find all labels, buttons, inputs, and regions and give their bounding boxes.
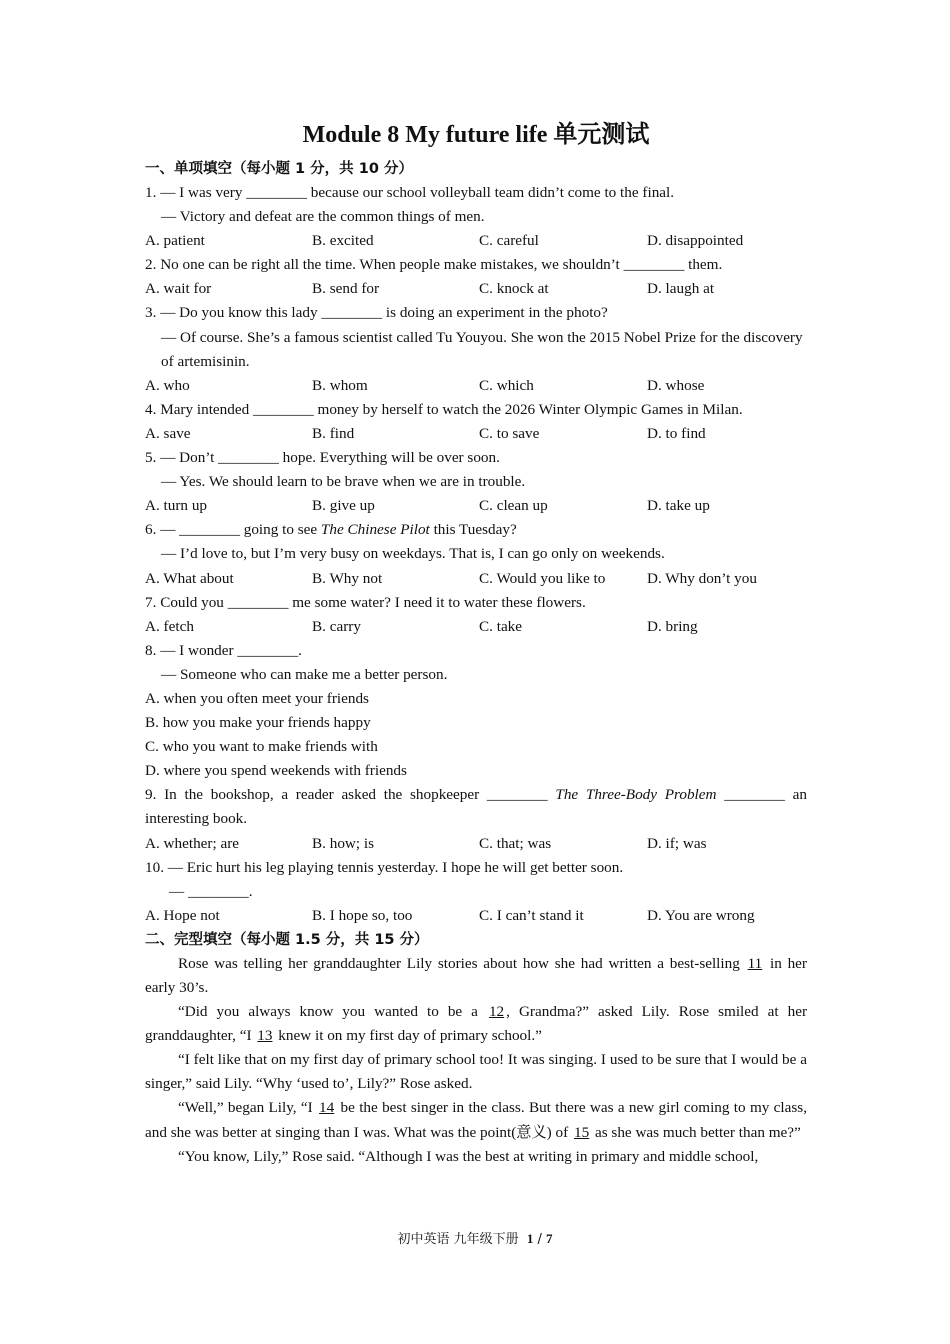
option-a: A. fetch [145, 617, 194, 635]
question-8-stem: 8. — I wonder ________. [145, 641, 302, 659]
blank-15: 15 [573, 1123, 590, 1141]
option-b: B. Why not [312, 569, 383, 587]
option-d: D. Why don’t you [647, 569, 757, 587]
option-a: A. who [145, 376, 190, 394]
option-b: B. give up [312, 497, 375, 515]
question-2-options [145, 277, 807, 301]
option-b: B. how; is [312, 834, 375, 852]
passage-text: knew it on my first day of primary school.” [274, 1027, 542, 1045]
passage-text: as she was much better than me?” [591, 1123, 801, 1141]
page-footer [0, 1228, 950, 1247]
question-10-stem: 10. — Eric hurt his leg playing tennis yesterday. I hope he will get better soon. [145, 858, 624, 876]
question-6-reply: — I’d love to, but I’m very busy on weekdays. That is, I can go only on weekends. [161, 545, 665, 563]
question-7-stem: 7. Could you ________ me some water? I need it to water these flowers. [145, 593, 586, 611]
question-5-options [145, 494, 807, 518]
option-b: B. find [312, 424, 355, 442]
option-b: B. excited [312, 232, 374, 250]
option-a: A. Hope not [145, 906, 220, 924]
option-a: A. patient [145, 232, 205, 250]
passage-paragraph-5: “You know, Lily,” Rose said. “Although I was the best at writing in primary and middle school, [178, 1147, 759, 1165]
option-b: B. how you make your friends happy [145, 714, 371, 732]
passage-paragraph-4 [145, 1096, 807, 1144]
footer-subject: 初中英语 九年级下册 [397, 1232, 519, 1247]
section-heading-1: 一、单项填空（每小题 1 分，共 10 分） [145, 161, 413, 177]
blank-14: 14 [319, 1099, 335, 1117]
option-c: C. which [479, 376, 534, 394]
option-b: B. send for [312, 280, 380, 298]
footer-page-number: 1 [526, 1231, 534, 1246]
question-8-reply: — Someone who can make me a better person. [161, 665, 448, 683]
option-a: A. save [145, 424, 191, 442]
passage-text: “Did you always know you wanted to be a [178, 1003, 487, 1021]
question-3-stem: 3. — Do you know this lady ________ is doing an experiment in the photo? [145, 304, 608, 322]
option-c: C. careful [479, 232, 539, 250]
option-b: B. whom [312, 376, 368, 394]
passage-paragraph-1 [145, 952, 807, 1000]
option-c: C. knock at [479, 280, 549, 298]
blank-12: 12 [488, 1003, 505, 1021]
question-4-options [145, 422, 807, 446]
passage-text: , Grandma?” asked Lily. Rose smiled at her granddaughter, “I [145, 1003, 807, 1045]
question-6-options [145, 567, 807, 591]
question-1-reply: — Victory and defeat are the common things of men. [161, 208, 485, 226]
option-c: C. that; was [479, 834, 552, 852]
passage-text: Rose was telling her granddaughter Lily stories about how she had written a best-selling [178, 954, 746, 972]
question-5-reply: — Yes. We should learn to be brave when we are in trouble. [161, 473, 526, 491]
movie-title: The Chinese Pilot [320, 521, 430, 539]
option-d: D. bring [647, 617, 698, 635]
option-c: C. who you want to make friends with [145, 738, 378, 756]
question-4-stem: 4. Mary intended ________ money by herself to watch the 2026 Winter Olympic Games in Milan. [145, 400, 743, 418]
question-9-stem-part: 9. In the bookshop, a reader asked the shopkeeper ________ [145, 786, 556, 804]
section-heading-2: 二、完型填空（每小题 1.5 分，共 15 分） [145, 931, 429, 948]
option-b: B. I hope so, too [312, 906, 413, 924]
question-9-stem [145, 783, 807, 831]
question-6-stem-end: this Tuesday? [429, 521, 517, 539]
option-a: A. wait for [145, 280, 212, 298]
option-c: C. Would you like to [479, 569, 606, 587]
blank-11: 11 [747, 954, 763, 972]
passage-paragraph-3: “I felt like that on my first day of primary school too! It was singing. I used to be sure that I would be a singer,” said Lily. “Why ‘used to’, Lily?” Rose asked. [145, 1051, 807, 1093]
question-3-options [145, 374, 807, 398]
option-d: D. to find [647, 424, 706, 442]
option-a: A. when you often meet your friends [145, 689, 369, 707]
question-3-reply: — Of course. She’s a famous scientist called Tu Youyou. She won the 2015 Nobel Prize for the discovery of artemisinin. [161, 328, 803, 370]
option-d: D. laugh at [647, 280, 715, 298]
passage-text: “Well,” began Lily, “I [178, 1099, 318, 1117]
document-page [145, 118, 807, 1169]
option-c: C. take [479, 617, 523, 635]
question-7-options [145, 615, 807, 639]
question-1-stem: 1. — I was very ________ because our school volleyball team didn’t come to the final. [145, 184, 675, 201]
page-title: Module 8 My future life 单元测试 [302, 122, 650, 148]
option-a: A. whether; are [145, 834, 240, 852]
question-5-stem: 5. — Don’t ________ hope. Everything will be over soon. [145, 449, 500, 467]
option-d: D. You are wrong [647, 906, 755, 924]
footer-separator: / [537, 1232, 542, 1247]
question-2-stem: 2. No one can be right all the time. When people make mistakes, we shouldn’t ________ them. [145, 256, 723, 274]
option-c: C. to save [479, 424, 540, 442]
option-c: C. I can’t stand it [479, 906, 584, 924]
question-1-options [145, 229, 807, 253]
question-6-stem-part: 6. — ________ going to see [145, 521, 321, 539]
option-b: B. carry [312, 617, 361, 635]
option-d: D. where you spend weekends with friends [145, 762, 407, 780]
question-9-stem-end: ________ an interesting book. [145, 786, 807, 828]
book-title: The Three-Body Problem [555, 786, 717, 804]
option-d: D. if; was [647, 834, 707, 852]
blank-13: 13 [257, 1027, 273, 1045]
option-d: D. take up [647, 497, 710, 515]
option-c: C. clean up [479, 497, 548, 515]
question-6-stem [145, 518, 807, 542]
passage-text: in her early 30’s. [145, 954, 807, 996]
option-a: A. What about [145, 569, 234, 587]
option-d: D. whose [647, 376, 705, 394]
question-9-options [145, 832, 807, 856]
passage-text: be the best singer in the class. But there was a new girl coming to my class, and she was better at singing than I was. What was the point(意义) of [145, 1099, 807, 1141]
question-10-reply: — ________. [169, 882, 253, 900]
option-d: D. disappointed [647, 232, 744, 250]
passage-paragraph-2 [145, 1000, 807, 1048]
footer-page-total: 7 [546, 1231, 553, 1246]
option-a: A. turn up [145, 497, 208, 515]
question-10-options [145, 904, 807, 928]
